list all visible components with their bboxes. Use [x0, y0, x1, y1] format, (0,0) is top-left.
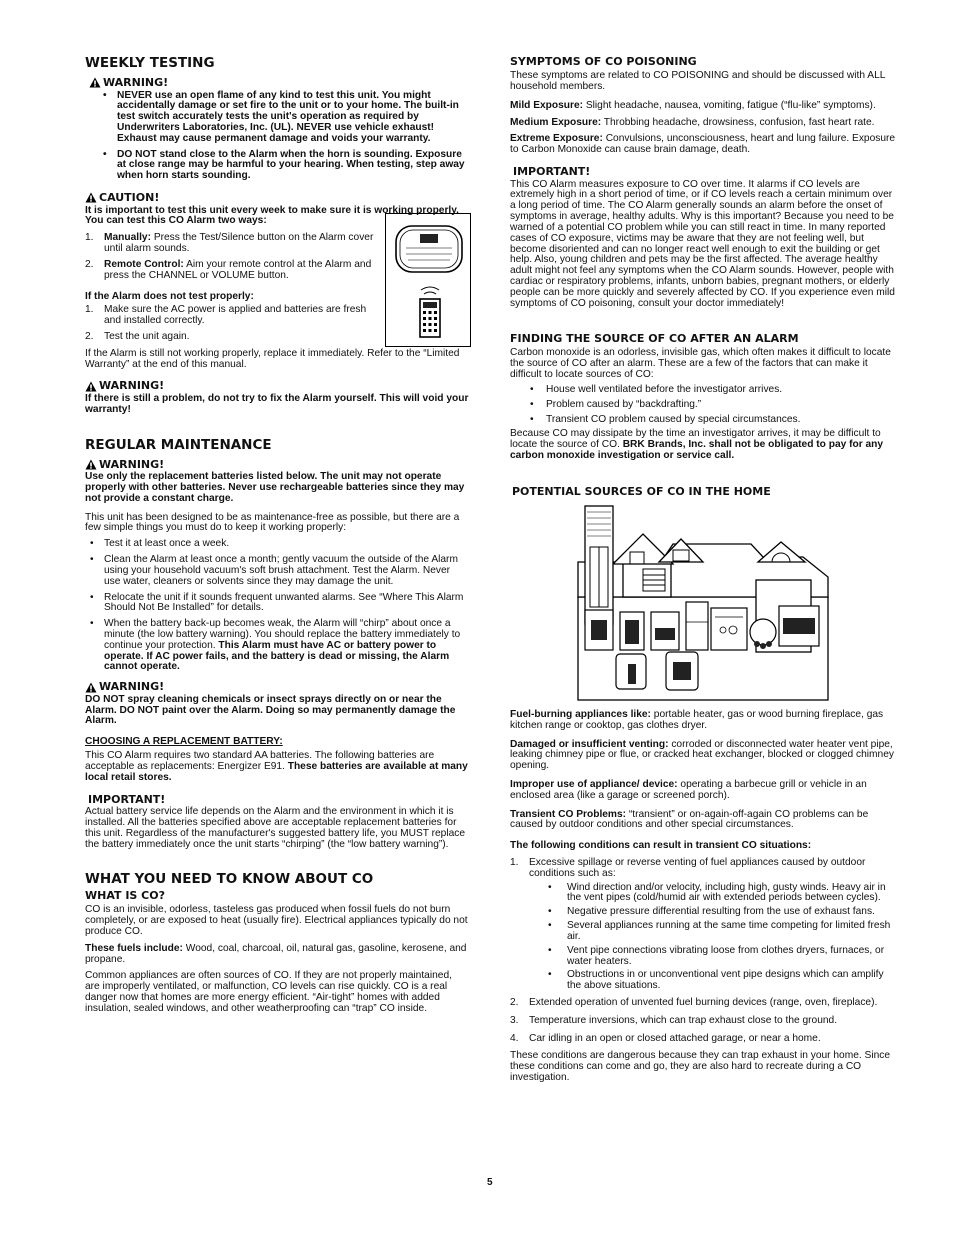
transient-text: Transient CO Problems: “transient” or on-again-off-again CO problems can be caused by outdoor conditions and other special circumstances. [510, 808, 869, 831]
list-item: • Transient CO problem caused by special circumstances. [510, 415, 898, 426]
warning-icon [89, 77, 101, 88]
appliances-text: Common appliances are often sources of CO. If they are not properly maintained, are improperly ventilated, or malfunction, CO levels can rise quickly. CO is a real danger now that homes are more energy efficient. “Air-tight” homes with added insulation, sealed windows, and other weatherproofing can “trap” CO inside. [85, 970, 452, 1014]
regular-maintenance-heading: REGULAR MAINTENANCE [85, 436, 272, 453]
test-ways-list [85, 233, 375, 281]
list-item: 1. Excessive spillage or reverse venting of fuel appliances caused by outdoor conditions such as: • Wind direction and/or velocity, including high, gusty winds. Heavy air in the vent pipes (cold/humid air with extended periods between cycles). • Negative pressure differential resulting from the use of exhaust fans. • Several appliances running at the same time competing for limited fresh air. • Vent pipe connections vibrating loose from clothes dryers, furnaces, or water heaters. • Obstructions in or unconventional vent pipe designs which can amplify the above situations. [510, 858, 898, 992]
right-column [510, 56, 898, 1090]
if-not-heading: If the Alarm does not test properly: [85, 290, 254, 302]
if-not-list [85, 305, 375, 342]
what-is-co-heading: WHAT IS CO? [85, 889, 165, 903]
finding-outro: Because CO may dissipate by the time an investigator arrives, it may be difficult to locate the source of CO. BRK Brands, Inc. shall not be obligated to pay for any carbon monoxide investigation or service call. [510, 428, 884, 461]
battery-life-text: Actual battery service life depends on the Alarm and the environment in which it is installed. All the batteries specified above are acceptable replacement batteries for this unit. Regardless of the manufacturer's suggested battery life, you MUST replace the battery immediately once the unit starts “chirping” (the “low battery warning”). [85, 806, 466, 850]
important-label: IMPORTANT! [513, 164, 591, 178]
finding-intro: Carbon monoxide is an odorless, invisible gas, which often makes it difficult to locate the source of CO after an alarm. These are a few of the factors that can make it difficult to locate sources of CO: [510, 347, 891, 381]
list-item: • Several appliances running at the same time competing for limited fresh air. [548, 921, 898, 943]
list-item: • Clean the Alarm at least once a month; gently vacuum the outside of the Alarm using your household vacuum's soft brush attachment. Test the Alarm. Never use water, cleaners or solvents since they may damage the unit. [85, 555, 469, 587]
venting-text: Damaged or insufficient venting: corroded or disconnected water heater vent pipe, leaking chimney pipe or flue, or cracked heat exchanger, blocked or clogged chimney opening. [510, 738, 894, 772]
fuel-appliances-text: Fuel-burning appliances like: portable heater, gas or wood burning fireplace, gas kitchen range or cooktop, gas clothes dryer. [510, 708, 884, 731]
caution-text: It is important to test this unit every week to make sure it is working properly. You can test this CO Alarm two ways: [85, 204, 460, 227]
medium-exposure: Medium Exposure: Throbbing headache, drowsiness, confusion, fast heart rate. [510, 116, 875, 128]
list-item: • Vent pipe connections vibrating loose from clothes dryers, furnaces, or water heaters. [548, 946, 898, 968]
warning-icon [85, 682, 97, 693]
warning-icon [85, 459, 97, 470]
warning-icon [85, 381, 97, 392]
symptoms-intro: These symptoms are related to CO POISONING and should be discussed with ALL household members. [510, 70, 886, 92]
symptoms-heading: SYMPTOMS OF CO POISONING [510, 55, 697, 68]
caution-icon [85, 192, 97, 203]
list-item: • Relocate the unit if it sounds frequent unwanted alarms. See “Where This Alarm Should Not Be Installed” for details. [85, 593, 469, 615]
weekly-warning-list [85, 91, 469, 183]
warning-label: WARNING! [85, 380, 469, 392]
mild-exposure: Mild Exposure: Slight headache, nausea, vomiting, fatigue (“flu-like” symptoms). [510, 99, 876, 111]
maintenance-list [85, 539, 469, 673]
list-item: • DO NOT stand close to the Alarm when the horn is sounding. Exposure at close range may be harmful to your hearing. When testing, step away when horn starts sounding. [85, 150, 469, 182]
still-not-working-text: If the Alarm is still not working properly, replace it immediately. Refer to the “Limited Warranty” at the end of this manual. [85, 347, 460, 370]
spray-warning-text: DO NOT spray cleaning chemicals or insect sprays directly on or near the Alarm. DO NOT paint over the Alarm. Doing so may permanently damage the Alarm. [85, 693, 456, 727]
improper-use-text: Improper use of appliance/ device: operating a barbecue grill or vehicle in an enclosed area (like a garage or screened porch). [510, 778, 867, 801]
maintenance-intro: This unit has been designed to be as maintenance-free as possible, but there are a few simple things you must do to keep it working properly: [85, 511, 460, 534]
list-item: 4. Car idling in an open or closed attached garage, or near a home. [510, 1032, 821, 1044]
conditions-sub-list [548, 883, 898, 992]
battery-text: This CO Alarm requires two standard AA batteries. The following batteries are acceptable as replacements: Energizer E91. These batteries are available at many local retail stores. [85, 750, 468, 783]
left-column [85, 56, 469, 1021]
list-item: • Test it at least once a week. [85, 539, 469, 550]
finding-list [510, 385, 898, 425]
list-item: 1. Manually: Press the Test/Silence button on the Alarm cover until alarm sounds. [85, 232, 374, 255]
warning-label: WARNING! [85, 459, 469, 471]
list-item: 3. Temperature inversions, which can trap exhaust close to the ground. [510, 1014, 838, 1026]
conditions-list [510, 858, 898, 1044]
list-item: 2. Test the unit again. [85, 330, 190, 342]
fuels-text: These fuels include: Wood, coal, charcoal, oil, natural gas, gasoline, kerosene, and propane. [85, 942, 467, 965]
closing-text: These conditions are dangerous because they can trap exhaust in your home. Since these conditions can come and go, they are also hard to recreate during a CO investigation. [510, 1050, 891, 1083]
weekly-testing-heading: WEEKLY TESTING [85, 55, 215, 71]
warning-label: WARNING! [89, 77, 469, 89]
warning-label: WARNING! [85, 681, 469, 693]
co-definition: CO is an invisible, odorless, tasteless gas produced when fossil fuels do not burn completely, or are exposed to heat (usually fire). Electrical appliances typically do not produce CO. [85, 904, 468, 937]
battery-heading: CHOOSING A REPLACEMENT BATTERY: [85, 736, 283, 748]
list-item: • Wind direction and/or velocity, including high, gusty winds. Heavy air in the vent pipes (cold/humid air with extended periods between cycles). [548, 883, 898, 905]
important-label: IMPORTANT! [88, 792, 166, 806]
list-item: • NEVER use an open flame of any kind to test this unit. You might accidentally damage or set fire to the unit or to your home. The built-in test switch accurately tests the unit's operation as required by Underwriters Laboratories, Inc. (UL). NEVER use vehicle exhaust! Exhaust may cause permanent damage and voids your warranty. [85, 91, 469, 145]
conditions-heading: The following conditions can result in transient CO situations: [510, 840, 812, 852]
list-item: • Negative pressure differential resulting from the use of exhaust fans. [548, 907, 898, 918]
co-heading: WHAT YOU NEED TO KNOW ABOUT CO [85, 871, 374, 888]
list-item: 1. Make sure the AC power is applied and batteries are fresh and installed correctly. [85, 304, 367, 327]
battery-warning-text: Use only the replacement batteries listed below. The unit may not operate properly with other batteries. Never use rechargeable batteries since they may not provide a constant charge. [85, 471, 465, 504]
list-item: • Obstructions in or unconventional vent pipe designs which can amplify the above situations. [548, 970, 898, 992]
extreme-exposure: Extreme Exposure: Convulsions, unconsciousness, heart and lung failure. Exposure to Carbon Monoxide can cause brain damage, death. [510, 133, 896, 156]
potential-sources-heading: POTENTIAL SOURCES OF CO IN THE HOME [512, 484, 771, 498]
house-co-sources-illustration [573, 502, 831, 702]
warranty-warning-text: If there is still a problem, do not try to fix the Alarm yourself. This will void your warranty! [85, 393, 469, 415]
caution-label: CAUTION! [85, 192, 469, 204]
important-co-text: This CO Alarm measures exposure to CO over time. It alarms if CO levels are extremely high in a short period of time, or if CO levels reach a certain minimum over a long period of time. The CO Alarm generally sounds an alarm before the onset of symptoms in average, healthy adults. Why is this important? Because you need to be warned of a potential CO problem while you can still react in time. In many reported cases of CO exposure, victims may be aware that they are not feeling well, but become disoriented and can no longer react well enough to exit the building or get help. Also, young children and pets may be the first affected. The average healthy adult might not feel any symptoms when the CO Alarm sounds. However, people with cardiac or respiratory problems, infants, unborn babies, pregnant mothers, or elderly people can be more quickly and severely affected by CO. If you experience even mild symptoms of CO poisoning, consult your doctor immediately! [510, 178, 895, 309]
finding-source-heading: FINDING THE SOURCE OF CO AFTER AN ALARM [510, 332, 799, 346]
alarm-and-remote-illustration [385, 213, 471, 347]
list-item: • Problem caused by “backdrafting.” [510, 400, 898, 411]
list-item: • House well ventilated before the investigator arrives. [510, 385, 898, 396]
list-item: 2. Extended operation of unvented fuel burning devices (range, oven, fireplace). [510, 996, 878, 1008]
list-item: 2. Remote Control: Aim your remote control at the Alarm and press the CHANNEL or VOLUME button. [85, 258, 372, 281]
test-section [85, 233, 469, 343]
list-item: • When the battery back-up becomes weak, the Alarm will “chirp” about once a minute (the low battery warning). You should replace the battery immediately to continue your protection. This Alarm must have AC or battery power to operate. If AC power fails, and the battery is dead or missing, the Alarm cannot operate. [85, 619, 469, 673]
page-number: 5 [487, 1177, 493, 1188]
